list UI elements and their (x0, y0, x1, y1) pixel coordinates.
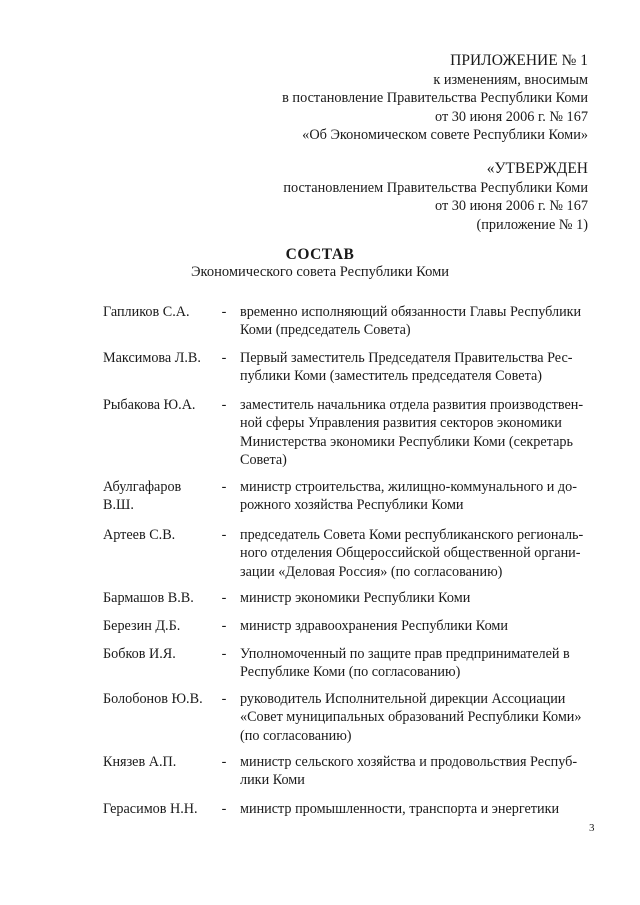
annex-header (282, 52, 588, 145)
member-name (103, 617, 215, 635)
member-role-line: министр строительства, жилищно-коммунального и до- (240, 479, 577, 495)
separator-dash: - (221, 304, 227, 320)
member-name-line: Артеев С.В. (103, 527, 176, 543)
separator-dash: - (221, 350, 227, 366)
member-role-line: Уполномоченный по защите прав предпринимателей в (240, 646, 570, 662)
member-role-line: Коми (председатель Совета) (240, 322, 411, 339)
member-role-line: руководитель Исполнительной дирекции Ассоциации (240, 691, 566, 707)
member-name (103, 753, 215, 771)
member-role-line: Министерства экономики Республики Коми (секретарь (240, 433, 573, 450)
document-subtitle: Экономического совета Республики Коми (190, 264, 450, 280)
member-name-line: Березин Д.Б. (103, 618, 181, 634)
member-role-line: лики Коми (240, 772, 305, 789)
member-name-line: Гапликов С.А. (103, 304, 190, 320)
member-role-line: Совета) (240, 451, 287, 468)
member-role-line: ного отделения Общероссийской общественной органи- (240, 545, 581, 562)
member-name (103, 526, 215, 544)
member-role-line: Первый заместитель Председателя Правительства Рес- (240, 350, 573, 366)
separator-dash: - (221, 754, 227, 770)
member-role-line: рожного хозяйства Республики Коми (240, 497, 464, 514)
member-role (240, 303, 602, 340)
member-name-line: Бобков И.Я. (103, 646, 176, 662)
member-name-line: Рыбакова Ю.А. (103, 397, 196, 413)
member-role (240, 478, 602, 515)
approved-line: от 30 июня 2006 г. № 167 (434, 198, 588, 214)
member-name-line: Князев А.П. (103, 754, 177, 770)
member-role-line: временно исполняющий обязанности Главы Республики (240, 304, 582, 320)
separator-dash: - (221, 618, 227, 634)
member-role-line: Республике Коми (по согласованию) (240, 664, 461, 681)
member-role (240, 800, 602, 818)
separator-dash: - (221, 397, 227, 413)
member-role-line: министр экономики Республики Коми (240, 590, 471, 606)
separator-dash: - (221, 527, 227, 543)
document-title: СОСТАВ (285, 246, 355, 263)
member-name (103, 349, 215, 367)
member-name-line: В.Ш. (103, 497, 134, 514)
member-role (240, 589, 602, 607)
member-role-line: ной сферы Управления развития секторов экономики (240, 415, 562, 432)
member-role-line: министр сельского хозяйства и продовольствия Респуб- (240, 754, 578, 770)
member-role (240, 645, 602, 682)
member-name-line: Абулгафаров (103, 479, 182, 495)
member-role-line: публики Коми (заместитель председателя Совета) (240, 368, 542, 385)
separator-dash: - (221, 479, 227, 495)
member-role (240, 349, 602, 386)
approved-line: постановлением Правительства Республики Коми (283, 179, 588, 196)
member-name (103, 690, 215, 708)
member-name-line: Герасимов Н.Н. (103, 801, 198, 817)
member-name (103, 396, 215, 414)
annex-line: «Об Экономическом совете Республики Коми» (302, 127, 588, 143)
annex-line: в постановление Правительства Республики Коми (282, 90, 588, 106)
member-name-line: Бармашов В.В. (103, 590, 194, 606)
approved-header (283, 160, 588, 234)
member-role (240, 753, 602, 790)
approved-line: (приложение № 1) (476, 216, 588, 233)
member-role-line: «Совет муниципальных образований Республики Коми» (240, 709, 582, 726)
annex-title: ПРИЛОЖЕНИЕ № 1 (450, 52, 588, 69)
member-name (103, 645, 215, 663)
separator-dash: - (221, 801, 227, 817)
member-role-line: министр промышленности, транспорта и энергетики (240, 801, 560, 817)
separator-dash: - (221, 590, 227, 606)
member-role (240, 617, 602, 635)
page-number: 3 (589, 822, 595, 834)
member-name (103, 800, 215, 818)
member-name-line: Максимова Л.В. (103, 350, 201, 366)
annex-line: от 30 июня 2006 г. № 167 (434, 108, 588, 125)
annex-line: к изменениям, вносимым (433, 71, 588, 88)
member-name (103, 478, 215, 515)
member-name (103, 303, 215, 321)
member-role-line: заместитель начальника отдела развития производствен- (240, 397, 584, 413)
member-role-line: министр здравоохранения Республики Коми (240, 618, 508, 634)
member-role-line: председатель Совета Коми республиканского региональ- (240, 527, 584, 543)
member-role (240, 396, 602, 469)
separator-dash: - (221, 646, 227, 662)
separator-dash: - (221, 691, 227, 707)
member-name (103, 589, 215, 607)
member-role-line: (по согласованию) (240, 727, 352, 744)
member-role (240, 690, 602, 745)
member-role (240, 526, 602, 581)
approved-title: «УТВЕРЖДЕН (486, 160, 588, 177)
member-name-line: Болобонов Ю.В. (103, 691, 203, 707)
member-role-line: зации «Деловая Россия» (по согласованию) (240, 563, 503, 580)
